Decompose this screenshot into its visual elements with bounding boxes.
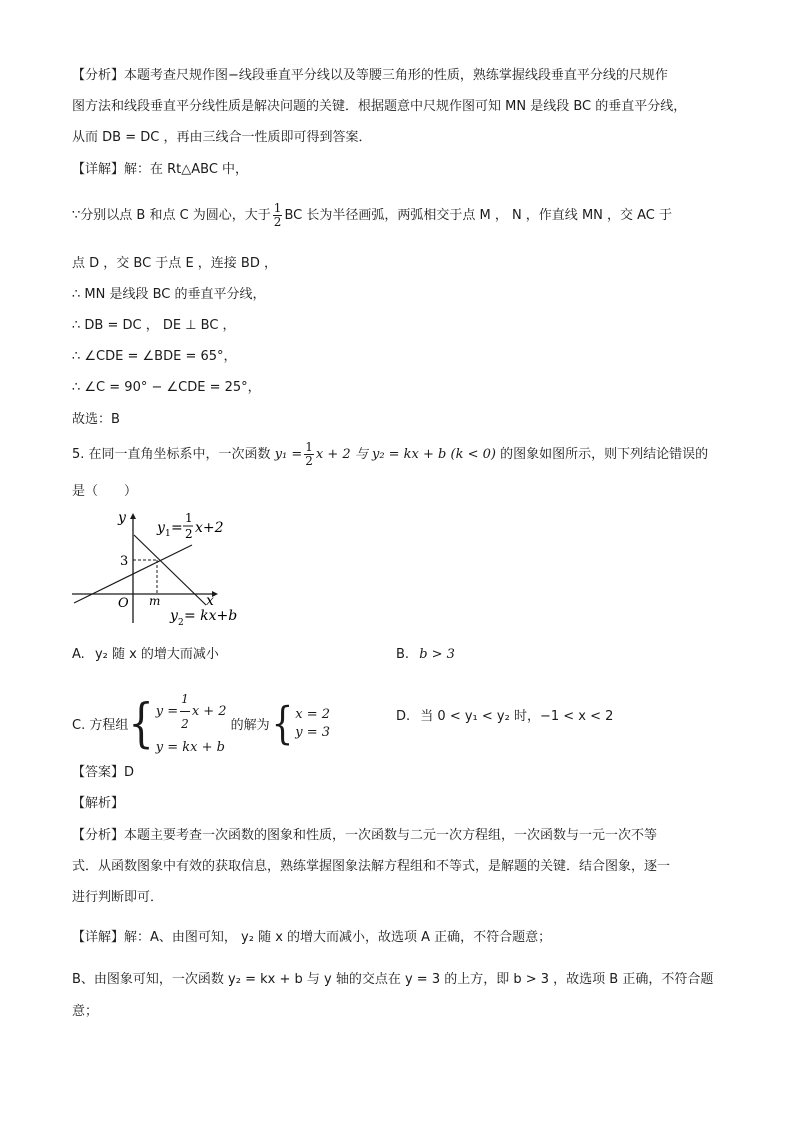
question-5-stem-end: 是（ ）: [72, 484, 138, 499]
option-b-label: B.: [396, 647, 410, 662]
left-brace-icon: {: [271, 697, 294, 750]
system-row-1-left: y =: [155, 704, 179, 719]
solution-row-1: x = 2: [295, 706, 330, 722]
y2-equation: y₂ = kx + b (k < 0): [371, 447, 496, 462]
system-row-2: y = kx + b: [155, 740, 225, 755]
y2-eq-y: y: [170, 608, 178, 624]
analysis-text-line: 从而 DB = DC ，再由三线合一性质即可得到答案．: [72, 130, 372, 145]
analysis-text-line: 【分析】本题主要考查一次函数的图象和性质，一次函数与二元一次方程组，一次函数与一元一次不等: [72, 828, 658, 843]
y1-eq-y: y: [157, 520, 165, 536]
fraction-half: [180, 687, 190, 736]
function-graph: [66, 505, 266, 630]
three-label: 3: [120, 554, 129, 569]
y1-eq-frac-num: 1: [185, 511, 193, 525]
y1-eq-rest: x+2: [195, 520, 224, 536]
detail-text-line: 【详解】解：A、由图可知， y₂ 随 x 的增大而减小，故选项 A 正确，不符合题意；: [72, 930, 552, 945]
fraction-half: [304, 441, 314, 468]
question-text: 5. 在同一直角坐标系中，一次函数: [72, 447, 271, 462]
fraction-numerator: 1: [180, 687, 190, 712]
jiexi-heading: 【解析】: [72, 796, 125, 811]
left-brace-icon: {: [128, 693, 154, 754]
y2-eq-sub: 2: [178, 618, 184, 628]
analysis-text-line: 进行判断即可．: [72, 890, 164, 905]
option-b-text: b > 3: [419, 647, 455, 662]
option-a-text: y₂ 随 x 的增大而减小: [94, 647, 219, 662]
y2-eq-rest: = kx+b: [184, 608, 238, 624]
answer-line: 【答案】D: [72, 765, 135, 780]
detail-heading: 【详解】解：在 Rt△ABC 中，: [72, 162, 249, 177]
detail-text-line: [72, 202, 734, 230]
equation-system: [128, 687, 226, 760]
detail-text-line: 意；: [72, 1004, 99, 1019]
option-d: [396, 707, 613, 727]
option-c-mid-text: 的解为: [230, 718, 270, 733]
fraction-denominator: 2: [273, 215, 282, 229]
detail-text-line: B、由图象可知，一次函数 y₂ = kx + b 与 y 轴的交点在 y = 3 的上方，即 b > 3 ，故选项 B 正确，不符合题: [72, 972, 714, 987]
y1-eq-frac-den: 2: [185, 527, 193, 541]
y-axis-arrow: [130, 513, 136, 519]
system-row-1-right: x + 2: [191, 704, 227, 719]
y-axis-label: y: [118, 510, 126, 526]
x-axis-label: x: [206, 593, 214, 609]
option-c: [72, 687, 330, 760]
y1-label: y₁ =: [274, 447, 303, 462]
fraction-denominator: 2: [181, 717, 189, 731]
y1-eq-equals: =: [171, 520, 183, 536]
question-5-stem: [72, 440, 734, 470]
option-d-label: D.: [396, 709, 411, 724]
system-row-1: [156, 687, 227, 736]
detail-answer-line: 故选：B: [72, 412, 120, 427]
y1-rest: x + 2 与: [315, 447, 368, 462]
detail-text-line: ∴ MN 是线段 BC 的垂直平分线，: [72, 287, 266, 302]
fraction-numerator: 1: [305, 440, 313, 454]
analysis-text-line: 式．从函数图象中有效的获取信息，熟练掌握图象法解方程组和不等式，是解题的关键．结合图象，逐一: [72, 859, 671, 874]
y1-eq-sub: 1: [165, 529, 171, 539]
analysis-text-line: 图方法和线段垂直平分线性质是解决问题的关键．根据题意中尺规作图可知 MN 是线段 BC 的垂直平分线，: [72, 99, 687, 114]
detail-text-line: 点 D ，交 BC 于点 E ，连接 BD ，: [72, 256, 277, 271]
option-c-label: C. 方程组: [72, 718, 129, 733]
detail-text: BC 长为半径画弧，两弧相交于点 M ， N ，作直线 MN ，交 AC 于: [284, 208, 673, 223]
solution-system: [271, 697, 331, 750]
detail-text-line: ∴ ∠CDE = ∠BDE = 65°，: [72, 349, 237, 364]
fraction-denominator: 2: [305, 454, 313, 468]
fraction-numerator: 1: [273, 201, 282, 215]
solution-row-2: y = 3: [295, 724, 331, 740]
question-text: 的图象如图所示，则下列结论错误的: [500, 447, 709, 462]
analysis-text-line: 【分析】本题考查尺规作图−线段垂直平分线以及等腰三角形的性质，熟练掌握线段垂直平分线的尺规作: [72, 68, 668, 83]
option-b: [396, 645, 455, 665]
option-d-text: 当 0 < y₁ < y₂ 时，−1 < x < 2: [420, 709, 614, 724]
option-a: [72, 645, 219, 665]
detail-text-line: ∴ DB = DC ， DE ⊥ BC ，: [72, 318, 236, 333]
origin-label: O: [118, 596, 129, 611]
fraction-half: [273, 202, 283, 229]
option-a-label: A.: [72, 647, 85, 662]
m-label: m: [149, 594, 161, 608]
detail-text: ∵分别以点 B 和点 C 为圆心，大于: [72, 208, 271, 223]
detail-text-line: ∴ ∠C = 90° − ∠CDE = 25°，: [72, 380, 261, 395]
